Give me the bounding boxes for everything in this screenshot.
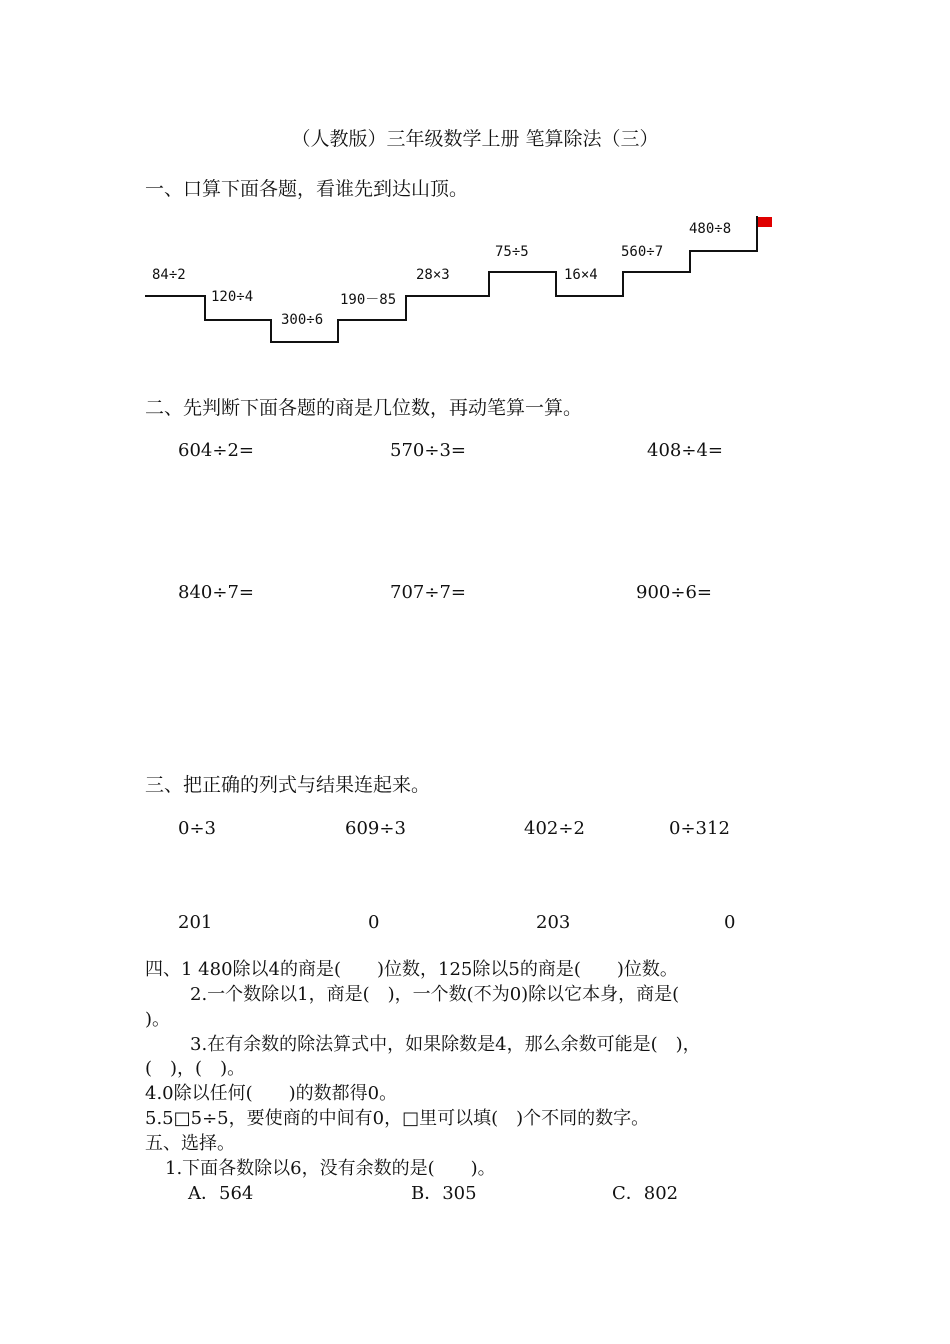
problem: 604÷2= [178, 440, 254, 461]
section1-heading: 一、口算下面各题，看谁先到达山顶。 [145, 178, 469, 200]
question-4-2-line1: 2.一个数除以1，商是( )，一个数(不为0)除以它本身，商是( [190, 984, 680, 1005]
problem: 570÷3= [390, 440, 466, 461]
expression: 0÷312 [669, 818, 730, 839]
result: 203 [536, 912, 571, 933]
result: 0 [724, 912, 736, 933]
step-label: 75÷5 [495, 244, 529, 260]
step-label: 300÷6 [281, 312, 324, 328]
section2-heading: 二、先判断下面各题的商是几位数，再动笔算一算。 [145, 397, 583, 419]
staircase-line [145, 220, 757, 342]
expression: 402÷2 [524, 818, 585, 839]
step-label: 16×4 [564, 267, 598, 283]
question-4-2-line2: )。 [145, 1009, 171, 1030]
problem: 707÷7= [390, 582, 466, 603]
question-4-1: 四、1 480除以4的商是( )位数，125除以5的商是( )位数。 [145, 959, 678, 980]
step-label: 560÷7 [621, 244, 664, 260]
problem: 840÷7= [178, 582, 254, 603]
result: 201 [178, 912, 213, 933]
question-4-4: 4.0除以任何( )的数都得0。 [145, 1083, 398, 1104]
option-a: A．564 [188, 1183, 254, 1204]
expression: 609÷3 [345, 818, 406, 839]
expression: 0÷3 [178, 818, 216, 839]
step-label: 84÷2 [152, 267, 186, 283]
question-4-5: 5.5□5÷5，要使商的中间有0，□里可以填( )个不同的数字。 [145, 1108, 650, 1129]
question-5-1: 1.下面各数除以6，没有余数的是( )。 [165, 1158, 496, 1179]
step-label: 120÷4 [211, 289, 254, 305]
result: 0 [368, 912, 380, 933]
step-label: 190－85 [340, 292, 397, 308]
question-4-3-line2: ( )，( )。 [145, 1058, 246, 1079]
option-b: B．305 [411, 1183, 477, 1204]
option-c: C．802 [612, 1183, 679, 1204]
mountain-staircase [0, 0, 950, 360]
problem: 408÷4= [647, 440, 723, 461]
section5-heading: 五、选择。 [145, 1133, 235, 1154]
step-label: 28×3 [416, 267, 450, 283]
flag-icon [758, 217, 772, 227]
section3-heading: 三、把正确的列式与结果连起来。 [145, 774, 431, 796]
problem: 900÷6= [636, 582, 712, 603]
step-label: 480÷8 [689, 221, 732, 237]
question-4-3-line1: 3.在有余数的除法算式中，如果除数是4，那么余数可能是( )， [190, 1034, 701, 1055]
page-title: （人教版）三年级数学上册 笔算除法（三） [291, 128, 659, 150]
